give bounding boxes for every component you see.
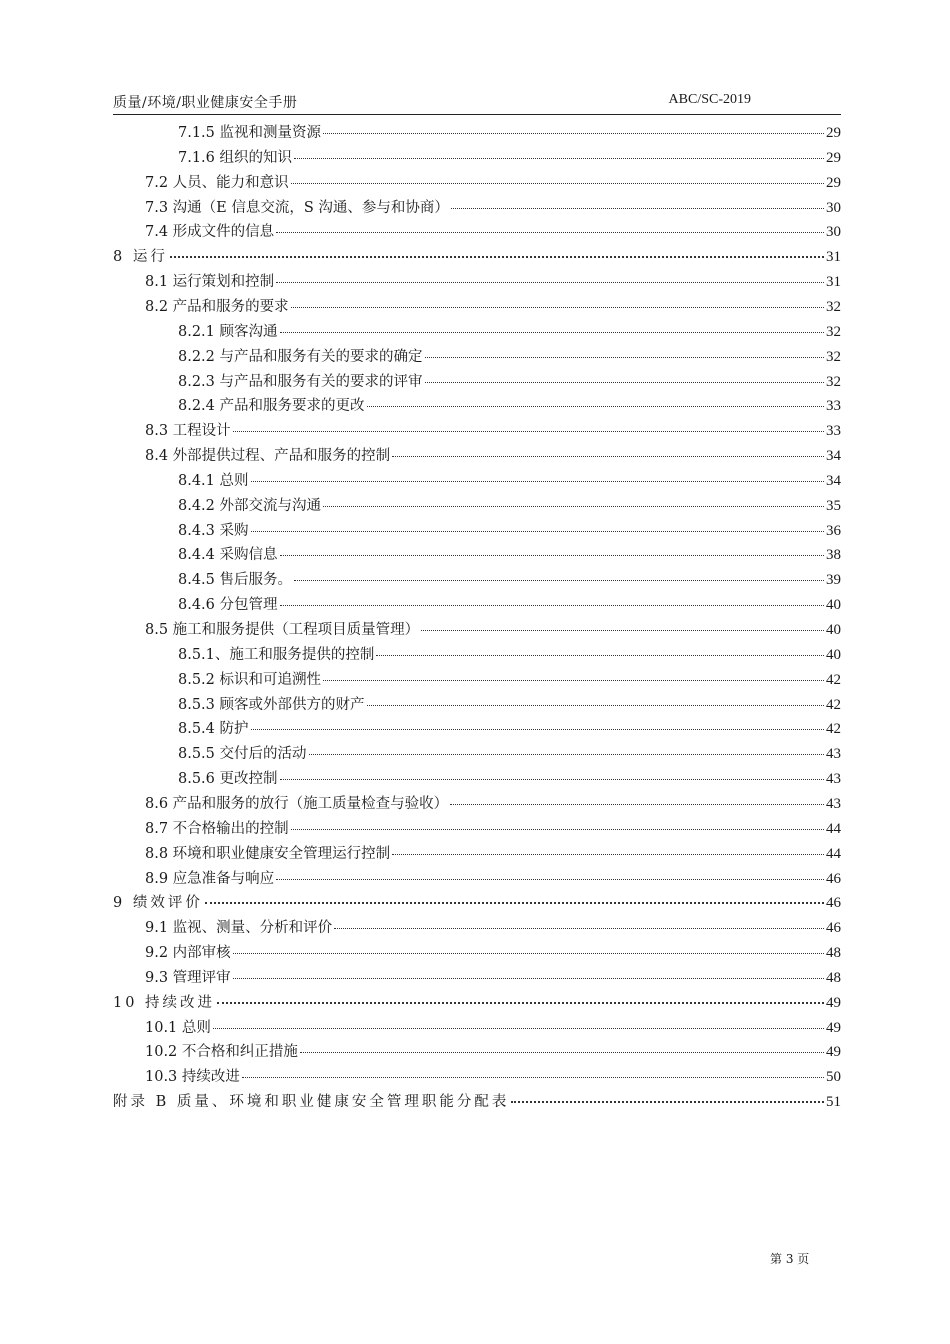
toc-entry-page: 38 [826, 547, 841, 564]
toc-entry-label: 8.3 工程设计 [145, 423, 231, 440]
toc-dot-leader [280, 320, 824, 333]
toc-entry[interactable] [145, 1016, 841, 1041]
toc-dot-leader [205, 890, 824, 904]
toc-dot-leader [323, 494, 824, 507]
toc-entry[interactable] [145, 295, 841, 320]
toc-dot-leader [323, 668, 824, 681]
toc-entry-label: 8.5.5 交付后的活动 [178, 746, 307, 763]
toc-entry-label: 8.2.2 与产品和服务有关的要求的确定 [178, 348, 423, 365]
toc-entry[interactable] [178, 568, 841, 593]
toc-dot-leader [251, 717, 824, 730]
toc-entry[interactable] [113, 1090, 841, 1115]
toc-entry[interactable] [178, 767, 841, 792]
toc-entry-label: 8.8 环境和职业健康安全管理运行控制 [145, 845, 391, 862]
toc-entry[interactable] [178, 643, 841, 668]
toc-entry-label: 7.2 人员、能力和意识 [145, 174, 289, 191]
toc-dot-leader [425, 345, 824, 358]
toc-dot-leader [280, 543, 824, 556]
toc-entry[interactable] [178, 519, 841, 544]
toc-dot-leader [291, 295, 824, 308]
toc-entry-label: 9.1 监视、测量、分析和评价 [145, 920, 333, 937]
toc-entry[interactable] [178, 394, 841, 419]
toc-entry-page: 43 [826, 771, 841, 788]
toc-entry[interactable] [178, 345, 841, 370]
toc-entry-page: 32 [826, 348, 841, 365]
toc-dot-leader [294, 568, 824, 581]
toc-entry-label: 9.2 内部审核 [145, 945, 231, 962]
document-code: ABC/SC-2019 [668, 92, 751, 107]
toc-entry[interactable] [145, 966, 841, 991]
toc-entry-page: 34 [826, 472, 841, 489]
toc-dot-leader [450, 792, 824, 805]
toc-dot-leader [251, 469, 824, 482]
toc-dot-leader [280, 593, 824, 606]
toc-dot-leader [291, 171, 824, 184]
toc-entry-page: 46 [826, 870, 841, 887]
toc-entry[interactable] [178, 693, 841, 718]
toc-entry-page: 40 [826, 622, 841, 638]
toc-entry-label: 8.5 施工和服务提供（工程项目质量管理） [145, 622, 420, 638]
toc-entry[interactable] [145, 867, 841, 892]
toc-entry-label: 8.5.3 顾客或外部供方的财产 [178, 696, 365, 713]
toc-entry[interactable] [145, 941, 841, 966]
toc-entry-page: 46 [826, 920, 841, 937]
toc-dot-leader [233, 941, 824, 954]
toc-entry-page: 29 [826, 149, 841, 166]
toc-entry[interactable] [145, 419, 841, 444]
toc-dot-leader [170, 244, 824, 258]
toc-entry-label: 9.3 管理评审 [145, 969, 231, 986]
toc-dot-leader [334, 916, 824, 929]
toc-entry-page: 44 [826, 845, 841, 862]
page-header [113, 90, 841, 115]
document-title: 质量/环境/职业健康安全手册 [113, 95, 298, 111]
toc-entry-page: 48 [826, 969, 841, 986]
toc-entry[interactable] [145, 1065, 841, 1090]
toc-dot-leader [242, 1065, 824, 1078]
toc-entry-label: 8.1 运行策划和控制 [145, 274, 275, 291]
toc-entry-page: 40 [826, 597, 841, 614]
toc-entry[interactable] [145, 1040, 841, 1065]
toc-entry-label: 8.4.6 分包管理 [178, 597, 278, 614]
toc-dot-leader [213, 1016, 824, 1029]
toc-entry[interactable] [178, 370, 841, 395]
toc-entry-label: 10.2 不合格和纠正措施 [145, 1044, 298, 1061]
toc-entry-label: 8 运行 [113, 249, 168, 266]
toc-entry[interactable] [145, 916, 841, 941]
toc-entry-label: 9 绩效评价 [113, 895, 203, 912]
toc-entry-label: 8.2.3 与产品和服务有关的要求的评审 [178, 373, 423, 390]
toc-entry-page: 33 [826, 398, 841, 415]
toc-entry-label: 8.4 外部提供过程、产品和服务的控制 [145, 448, 391, 465]
toc-entry[interactable] [178, 593, 841, 618]
toc-entry-label: 8.5.4 防护 [178, 721, 249, 738]
toc-entry-page: 48 [826, 945, 841, 962]
toc-entry-label: 7.4 形成文件的信息 [145, 224, 275, 241]
toc-dot-leader [300, 1040, 824, 1053]
toc-dot-leader [276, 220, 824, 233]
toc-entry[interactable] [145, 842, 841, 867]
toc-dot-leader [425, 370, 824, 383]
toc-dot-leader [421, 618, 824, 631]
toc-dot-leader [233, 966, 824, 979]
toc-entry[interactable] [178, 543, 841, 568]
toc-dot-leader [323, 121, 824, 134]
toc-entry-page: 49 [826, 1044, 841, 1061]
toc-entry[interactable] [145, 817, 841, 842]
toc-dot-leader [367, 693, 824, 706]
toc-entry-page: 50 [826, 1069, 841, 1086]
toc-dot-leader [511, 1089, 824, 1103]
toc-entry[interactable] [145, 196, 841, 221]
toc-entry-page: 32 [826, 298, 841, 315]
toc-entry-page: 42 [826, 696, 841, 713]
toc-entry-label: 8.5.6 更改控制 [178, 771, 278, 788]
toc-entry-page: 46 [826, 895, 841, 912]
toc-entry-label: 8.4.5 售后服务。 [178, 572, 293, 589]
toc-entry-page: 34 [826, 448, 841, 465]
toc-entry-page: 49 [826, 1019, 841, 1036]
toc-entry-page: 36 [826, 522, 841, 539]
toc-entry[interactable] [113, 891, 841, 916]
toc-entry-page: 42 [826, 721, 841, 738]
toc-dot-leader [376, 643, 824, 656]
toc-entry-label: 7.1.6 组织的知识 [178, 149, 293, 166]
toc-dot-leader [251, 519, 824, 532]
toc-entry-label: 10.3 持续改进 [145, 1069, 240, 1086]
toc-entry-page: 43 [826, 746, 841, 763]
toc-entry-page: 32 [826, 373, 841, 390]
toc-dot-leader [280, 767, 824, 780]
toc-entry-page: 42 [826, 671, 841, 688]
toc-entry-page: 29 [826, 125, 841, 141]
toc-dot-leader [233, 419, 824, 432]
toc-entry[interactable] [145, 618, 841, 643]
toc-entry-label: 8.2 产品和服务的要求 [145, 298, 289, 315]
toc-entry-label: 8.4.2 外部交流与沟通 [178, 497, 322, 514]
toc-entry-label: 8.6 产品和服务的放行（施工质量检查与验收） [145, 795, 449, 812]
toc-entry[interactable] [178, 742, 841, 767]
toc-entry-page: 29 [826, 174, 841, 191]
toc-entry-label: 8.4.4 采购信息 [178, 547, 278, 564]
toc-entry-page: 33 [826, 423, 841, 440]
toc-entry-page: 51 [826, 1094, 841, 1111]
toc-entry[interactable] [178, 320, 841, 345]
toc-entry-label: 8.9 应急准备与响应 [145, 870, 275, 887]
toc-dot-leader [309, 742, 824, 755]
toc-dot-leader [276, 867, 824, 880]
toc-entry[interactable] [178, 121, 841, 146]
toc-entry-page: 49 [826, 994, 841, 1011]
toc-entry[interactable] [113, 991, 841, 1016]
toc-entry[interactable] [145, 444, 841, 469]
toc-entry-page: 30 [826, 224, 841, 241]
toc-entry-page: 39 [826, 572, 841, 589]
toc-entry-label: 8.2.1 顾客沟通 [178, 323, 278, 340]
toc-entry[interactable] [113, 245, 841, 270]
toc-dot-leader [217, 990, 824, 1004]
toc-entry[interactable] [178, 668, 841, 693]
toc-entry-page: 31 [826, 274, 841, 291]
toc-entry[interactable] [178, 717, 841, 742]
toc-entry-page: 32 [826, 323, 841, 340]
toc-entry[interactable] [178, 469, 841, 494]
toc-entry[interactable] [145, 270, 841, 295]
toc-dot-leader [291, 817, 824, 830]
toc-dot-leader [276, 270, 824, 283]
toc-entry[interactable] [145, 220, 841, 245]
toc-entry-label: 8.5.2 标识和可追溯性 [178, 671, 322, 688]
toc-dot-leader [451, 196, 824, 209]
toc-dot-leader [392, 842, 824, 855]
toc-entry-label: 8.4.3 采购 [178, 522, 249, 539]
toc-dot-leader [392, 444, 824, 457]
toc-entry-label: 7.1.5 监视和测量资源 [178, 125, 322, 141]
toc-entry-label: 8.5.1、施工和服务提供的控制 [178, 646, 375, 663]
toc-entry-label: 附录 B 质量、环境和职业健康安全管理职能分配表 [113, 1094, 510, 1111]
toc-entry[interactable] [178, 494, 841, 519]
toc-entry-page: 31 [826, 249, 841, 266]
toc-dot-leader [294, 146, 824, 159]
toc-entry-label: 7.3 沟通（E 信息交流，S 沟通、参与和协商） [145, 199, 449, 216]
toc-entry-label: 8.4.1 总则 [178, 472, 249, 489]
toc-entry-label: 10.1 总则 [145, 1019, 211, 1036]
toc-entry-page: 44 [826, 820, 841, 837]
toc-entry[interactable] [145, 792, 841, 817]
toc-entry-page: 30 [826, 199, 841, 216]
toc-dot-leader [367, 394, 824, 407]
toc-entry-label: 8.7 不合格输出的控制 [145, 820, 289, 837]
toc-entry[interactable] [178, 146, 841, 171]
toc-entry-label: 10 持续改进 [113, 994, 216, 1011]
toc-entry-page: 43 [826, 795, 841, 812]
page-number: 第 3 页 [770, 1252, 810, 1266]
toc-entry[interactable] [145, 171, 841, 196]
toc-entry-label: 8.2.4 产品和服务要求的更改 [178, 398, 365, 415]
toc-entry-page: 35 [826, 497, 841, 514]
toc-entry-page: 40 [826, 646, 841, 663]
